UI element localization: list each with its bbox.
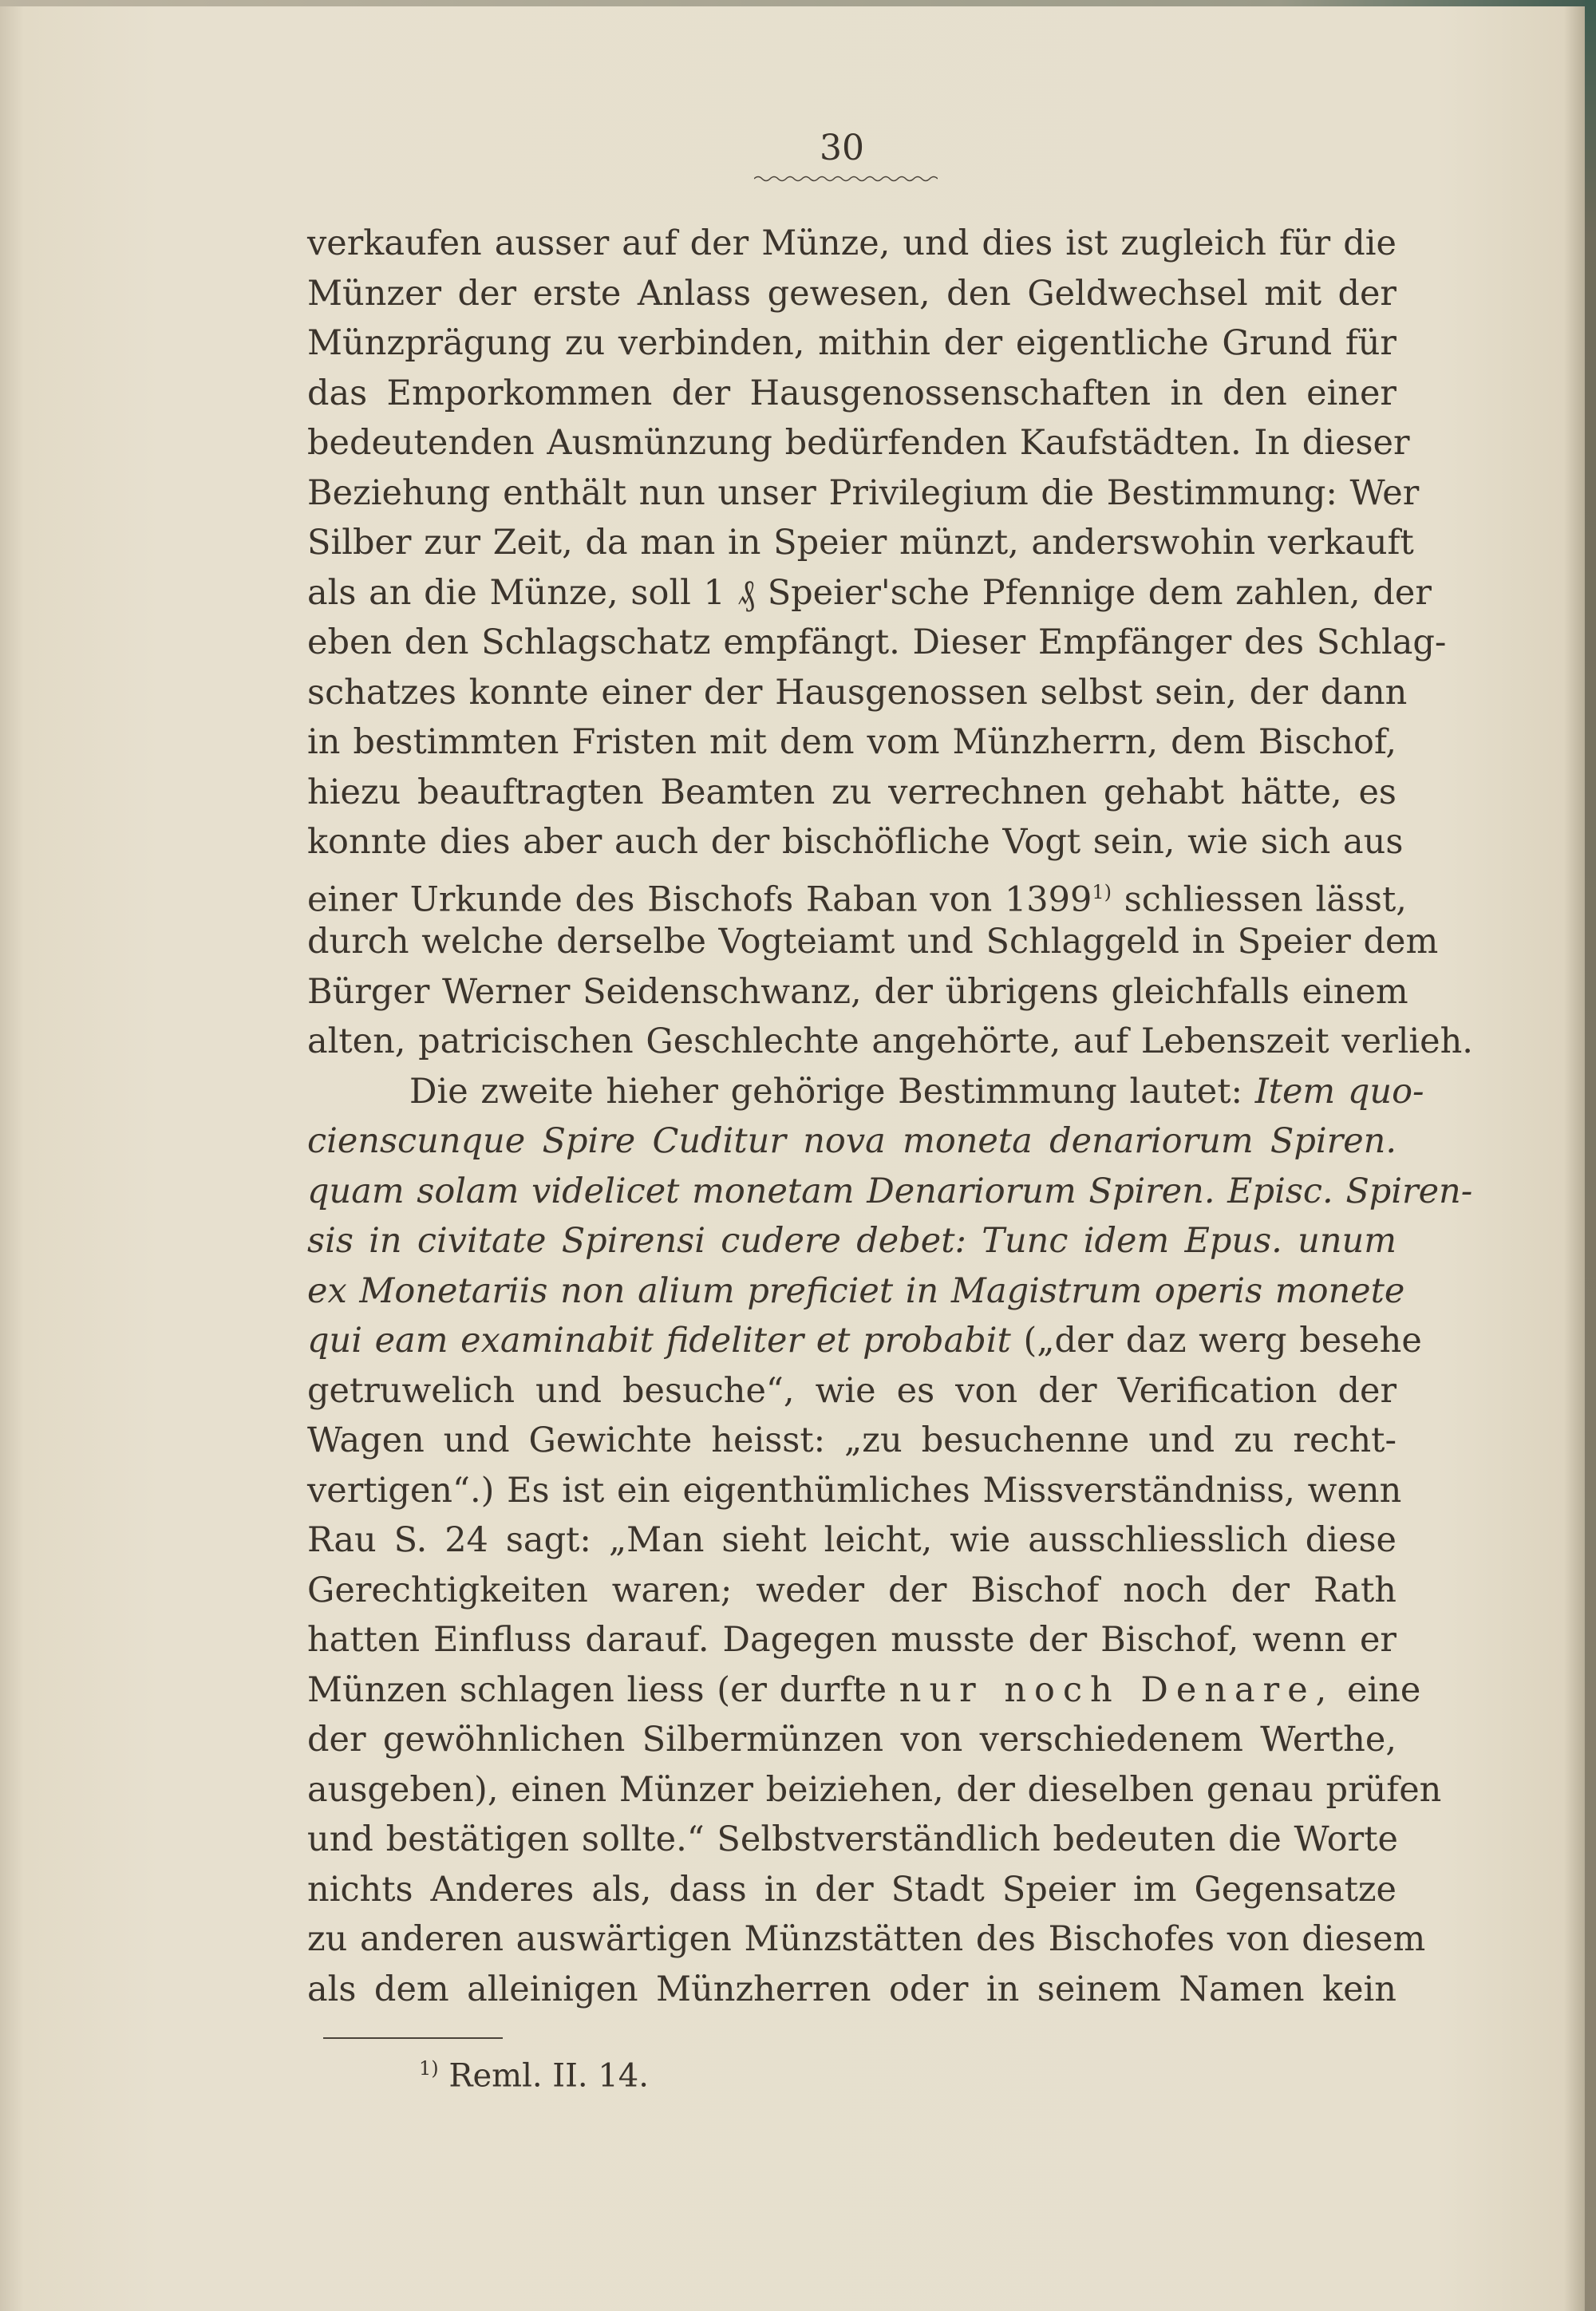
text-line [307,1316,1422,1366]
text-segment: Rau S. 24 sagt: „Man sieht leicht, wie ausschliesslich diese [307,1520,1396,1560]
text-line [307,1266,1405,1317]
text-line [307,1067,1424,1117]
text-line [307,668,1408,718]
text-segment: nur noch Denare, [899,1669,1335,1710]
page-top-edge [0,0,1596,6]
text-segment: alten, patricischen Geschlechte angehörte, auf Lebenszeit verlieh. [307,1021,1473,1061]
text-line [307,468,1420,519]
text-line [307,1416,1396,1466]
text-line [307,1715,1396,1765]
book-spine-edge [1585,0,1596,2311]
text-line [307,817,1404,867]
text-segment: („der daz werg besehe [1010,1321,1422,1361]
text-segment: Silber zur Zeit, da man in Speier münzt, anderswohin verkauft [307,523,1414,563]
latin-quote-text: Item quo- [1254,1071,1424,1112]
text-segment: Gerechtigkeiten waren; weder der Bischof noch der Rath [307,1570,1396,1610]
text-line [307,967,1408,1017]
latin-quote-text: cienscunque Spire Cuditur nova moneta denariorum Spiren. [307,1121,1396,1161]
latin-quote-text: qui eam examinabit fideliter et probabit [307,1321,1011,1361]
text-line [307,318,1396,369]
paragraph [307,1067,1473,2015]
text-segment: Münzer der erste Anlass gewesen, den Geldwechsel mit der [307,273,1396,314]
text-segment: nichts Anderes als, dass in der Stadt Speier im Gegensatze [307,1869,1396,1910]
text-line [307,1765,1442,1815]
body-text [307,219,1473,2014]
text-segment: vertigen“.) Es ist ein eigenthümliches Missverständniss, wenn [307,1470,1402,1511]
text-line [307,1216,1396,1266]
text-segment: und bestätigen sollte.“ Selbstverständlich bedeuten die Worte [307,1819,1398,1859]
text-line [307,1466,1402,1516]
footnote-marker: 1) [419,2057,439,2080]
text-line [307,1017,1473,1067]
text-line [307,1665,1421,1716]
text-line [307,768,1396,818]
text-line [307,418,1410,468]
text-segment: eine [1334,1669,1421,1710]
text-line [307,568,1432,618]
footnote [419,2057,649,2094]
text-segment: getruwelich und besuche“, wie es von der Verification der [307,1370,1396,1411]
text-line [307,518,1414,568]
text-line [307,1615,1396,1665]
text-segment: verkaufen ausser auf der Münze, und dies ist zugleich für die [307,223,1396,263]
text-line [307,1566,1396,1616]
text-line [307,867,1407,919]
text-line [307,1965,1396,2015]
text-segment: bedeutenden Ausmünzung bedürfenden Kaufstädten. In dieser [307,423,1410,463]
text-line [307,1116,1396,1167]
text-segment: als an die Münze, soll 1 ₰ Speier'sche Pfennige dem zahlen, der [307,572,1432,613]
latin-quote-text: sis in civitate Spirensi cudere debet: Tunc idem Epus. unum [307,1221,1396,1261]
text-line [307,917,1439,967]
text-segment: Münzen schlagen liess (er durfte [307,1669,899,1710]
text-segment: Die zweite hieher gehörige Bestimmung lautet: [409,1071,1255,1112]
page-number-ornament [754,174,938,184]
footnote-text: Reml. II. 14. [438,2057,649,2095]
text-line [307,618,1447,668]
text-segment: ausgeben), einen Münzer beiziehen, der dieselben genau prüfen [307,1769,1442,1810]
page-number: 30 [820,128,864,168]
text-segment: hatten Einfluss darauf. Dagegen musste der Bischof, wenn er [307,1620,1396,1660]
text-segment: eben den Schlagschatz empfängt. Dieser Empfänger des Schlag- [307,622,1447,662]
text-line [307,1366,1396,1416]
text-segment: Bürger Werner Seidenschwanz, der übrigens gleichfalls einem [307,971,1408,1012]
text-line [307,1167,1473,1217]
text-line [307,269,1396,319]
text-segment: Münzprägung zu verbinden, mithin der eigentliche Grund für [307,323,1396,363]
text-line [307,219,1396,269]
paragraph [307,219,1473,1067]
text-segment: in bestimmten Fristen mit dem vom Münzherrn, dem Bischof, [307,722,1396,762]
text-segment: Wagen und Gewichte heisst: „zu besuchenne und zu recht- [307,1420,1396,1460]
footnote-rule [323,2037,503,2039]
text-segment: zu anderen auswärtigen Münzstätten des Bischofes von diesem [307,1919,1426,1959]
text-segment: das Emporkommen der Hausgenossenschaften in den einer [307,373,1396,413]
text-segment: der gewöhnlichen Silbermünzen von verschiedenem Werthe, [307,1720,1396,1760]
text-segment: konnte dies aber auch der bischöfliche Vogt sein, wie sich aus [307,822,1404,862]
text-line [307,1515,1396,1566]
text-line [307,1865,1396,1915]
text-line [307,1914,1426,1965]
text-segment: durch welche derselbe Vogteiamt und Schlaggeld in Speier dem [307,922,1439,962]
text-segment: einer Urkunde des Bischofs Raban von 1399 [307,879,1092,919]
text-line [307,369,1396,419]
text-segment: als dem alleinigen Münzherren oder in seinem Namen kein [307,1969,1396,2009]
text-segment: Beziehung enthält nun unser Privilegium die Bestimmung: Wer [307,472,1420,513]
footnote-reference: 1) [1092,880,1112,903]
latin-quote-text: quam solam videlicet monetam Denariorum Spiren. Episc. Spiren- [307,1171,1473,1211]
text-segment: schliessen lässt, [1112,879,1407,919]
latin-quote-text: ex Monetariis non alium preficiet in Magistrum operis monete [307,1270,1405,1311]
text-segment: hiezu beauftragten Beamten zu verrechnen gehabt hätte, es [307,772,1396,812]
text-line [307,717,1396,768]
text-line [307,1815,1396,1865]
text-segment: schatzes konnte einer der Hausgenossen selbst sein, der dann [307,672,1408,713]
